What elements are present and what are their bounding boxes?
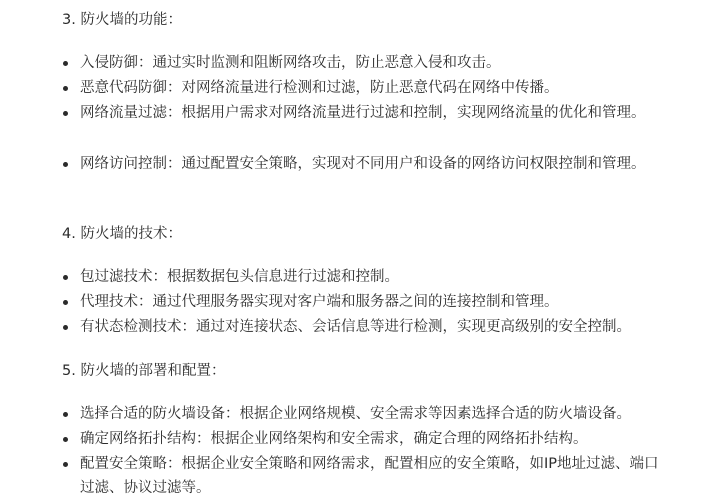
bullet-icon [63,86,68,91]
list-item [80,101,670,125]
bullet-icon [63,162,68,167]
list-item-text: 确定网络拓扑结构：根据企业网络架构和安全需求，确定合理的网络拓扑结构。 [80,431,588,447]
list-item [80,452,670,500]
bullet-icon [63,300,68,305]
list-item-text: 选择合适的防火墙设备：根据企业网络规模、安全需求等因素选择合适的防火墙设备。 [80,406,631,422]
list-item-text: 配置安全策略：根据企业安全策略和网络需求，配置相应的安全策略，如IP地址过滤、端口过滤、协议过滤等。 [80,456,659,496]
list-item [80,51,670,75]
list-item-text: 代理技术：通过代理服务器实现对客户端和服务器之间的连接控制和管理。 [80,294,559,310]
list-item [80,152,670,176]
list-item-text: 包过滤技术：根据数据包头信息进行过滤和控制。 [80,269,399,285]
list-item-text: 恶意代码防御：对网络流量进行检测和过滤，防止恶意代码在网络中传播。 [80,80,559,96]
list-item [80,76,670,100]
bullet-icon [63,275,68,280]
list-item-text: 有状态检测技术：通过对连接状态、会话信息等进行检测，实现更高级别的安全控制。 [80,319,631,335]
list-item [80,290,670,314]
bullet-icon [63,462,68,467]
list-item [80,402,670,426]
section-heading-technologies: 4. 防火墙的技术： [62,226,182,242]
list-item-text: 网络流量过滤：根据用户需求对网络流量进行过滤和控制，实现网络流量的优化和管理。 [80,105,646,121]
list-item-text: 网络访问控制：通过配置安全策略，实现对不同用户和设备的网络访问权限控制和管理。 [80,156,646,172]
bullet-icon [63,325,68,330]
list-item [80,427,670,451]
list-item-text: 入侵防御：通过实时监测和阻断网络攻击，防止恶意入侵和攻击。 [80,55,501,71]
section-heading-functions: 3. 防火墙的功能： [62,12,182,28]
section-heading-deployment: 5. 防火墙的部署和配置： [62,363,226,379]
bullet-icon [63,61,68,66]
list-item [80,315,670,339]
bullet-icon [63,437,68,442]
bullet-icon [63,111,68,116]
bullet-icon [63,412,68,417]
list-item [80,265,670,289]
